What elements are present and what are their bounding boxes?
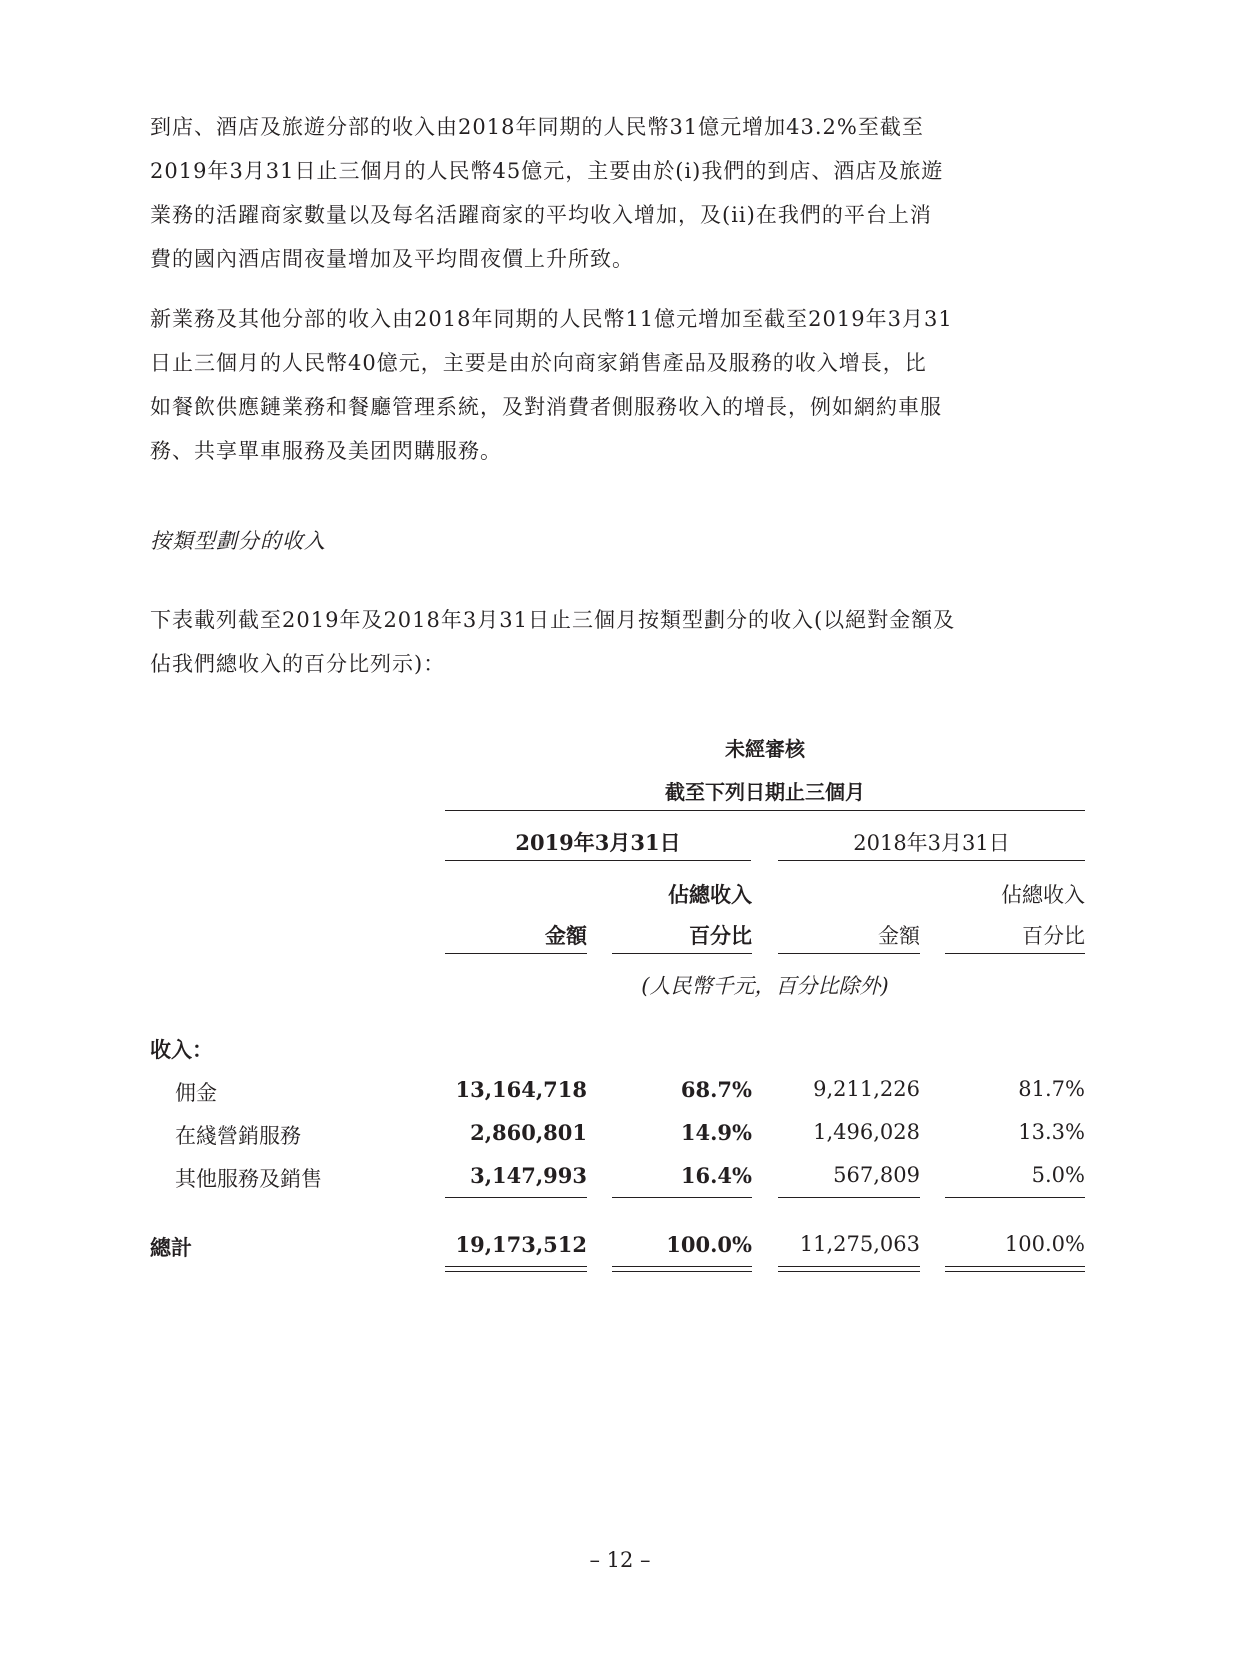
cell-amount-2019: 13,164,718 xyxy=(455,1077,587,1102)
column-2018-rule xyxy=(778,860,1085,861)
column-2019: 2019年3月31日 xyxy=(515,830,681,855)
row-label-other-services: 其他服務及銷售 xyxy=(175,1167,322,1191)
section-label-revenue: 收入： xyxy=(150,1038,213,1062)
paragraph-line: 費的國內酒店間夜量增加及平均間夜價上升所致。 xyxy=(150,247,634,271)
percent-label-2018-line2: 百分比 xyxy=(1022,924,1085,948)
amount-label-2018: 金額 xyxy=(878,924,920,948)
paragraph-line: 新業務及其他分部的收入由2018年同期的人民幣11億元增加至截至2019年3月31 xyxy=(150,307,953,331)
row-label-commission: 佣金 xyxy=(175,1081,217,1105)
cell-pct-2018: 5.0% xyxy=(1031,1163,1085,1187)
cell-pct-2019: 68.7% xyxy=(680,1077,752,1102)
header-rule xyxy=(445,810,1085,811)
cell-pct-2019: 16.4% xyxy=(680,1163,752,1188)
header-unaudited: 未經審核 xyxy=(725,737,805,761)
row-label-total: 總計 xyxy=(150,1236,192,1260)
total-double-rule xyxy=(612,1266,752,1272)
section-heading: 按類型劃分的收入 xyxy=(150,529,326,553)
subtotal-rule xyxy=(945,1197,1085,1198)
subtotal-rule xyxy=(778,1197,920,1198)
percent-label-2019-line1: 佔總收入 xyxy=(668,883,752,907)
percent-label-2019-line2: 百分比 xyxy=(689,924,752,948)
column-rule xyxy=(778,953,920,954)
percent-label-2018-line1: 佔總收入 xyxy=(1001,883,1085,907)
total-amount-2019: 19,173,512 xyxy=(455,1232,587,1257)
column-2018: 2018年3月31日 xyxy=(853,831,1010,855)
subtotal-rule xyxy=(445,1197,587,1198)
paragraph-line: 業務的活躍商家數量以及每名活躍商家的平均收入增加，及(ii)在我們的平台上消 xyxy=(150,203,932,227)
paragraph-line: 佔我們總收入的百分比列示)： xyxy=(150,652,446,676)
cell-amount-2019: 3,147,993 xyxy=(470,1163,587,1188)
cell-amount-2018: 9,211,226 xyxy=(813,1077,920,1101)
paragraph-line: 如餐飲供應鏈業務和餐廳管理系統，及對消費者側服務收入的增長，例如網約車服 xyxy=(150,395,942,419)
subtotal-rule xyxy=(612,1197,752,1198)
total-pct-2019: 100.0% xyxy=(666,1232,752,1257)
cell-pct-2018: 13.3% xyxy=(1018,1120,1085,1144)
paragraph-line: 日止三個月的人民幣40億元，主要是由於向商家銷售產品及服務的收入增長，比 xyxy=(150,351,927,375)
total-amount-2018: 11,275,063 xyxy=(799,1232,920,1256)
row-label-online-marketing: 在綫營銷服務 xyxy=(175,1124,301,1148)
column-rule xyxy=(445,953,587,954)
paragraph-line: 到店、酒店及旅遊分部的收入由2018年同期的人民幣31億元增加43.2%至截至 xyxy=(150,115,924,139)
column-rule xyxy=(612,953,752,954)
cell-amount-2018: 567,809 xyxy=(833,1163,920,1187)
paragraph-line: 下表載列截至2019年及2018年3月31日止三個月按類型劃分的收入(以絕對金額及 xyxy=(150,608,956,632)
unit-note: (人民幣千元，百分比除外) xyxy=(641,974,889,998)
cell-amount-2019: 2,860,801 xyxy=(470,1120,587,1145)
page-number: – 12 – xyxy=(589,1548,651,1572)
column-rule xyxy=(945,953,1085,954)
column-2019-rule xyxy=(445,860,751,861)
total-double-rule xyxy=(778,1266,920,1272)
amount-label-2019: 金額 xyxy=(545,924,587,948)
cell-amount-2018: 1,496,028 xyxy=(813,1120,920,1144)
paragraph-line: 2019年3月31日止三個月的人民幣45億元，主要由於(i)我們的到店、酒店及旅遊 xyxy=(150,159,944,183)
header-period: 截至下列日期止三個月 xyxy=(665,780,865,804)
cell-pct-2018: 81.7% xyxy=(1018,1077,1085,1101)
total-pct-2018: 100.0% xyxy=(1004,1232,1085,1256)
cell-pct-2019: 14.9% xyxy=(680,1120,752,1145)
total-double-rule xyxy=(945,1266,1085,1272)
total-double-rule xyxy=(445,1266,587,1272)
paragraph-line: 務、共享單車服務及美团閃購服務。 xyxy=(150,439,502,463)
